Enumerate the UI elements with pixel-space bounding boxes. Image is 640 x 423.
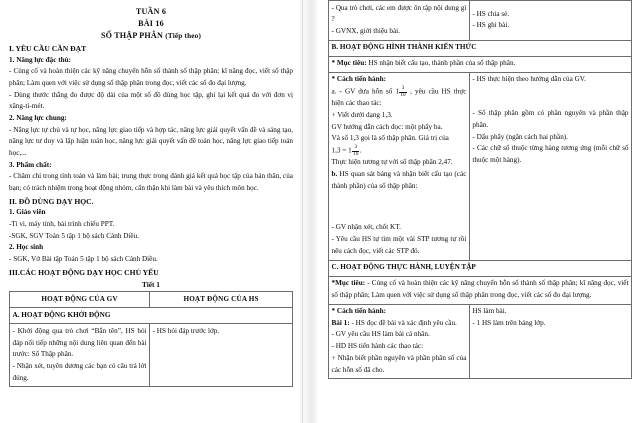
column-header-gv: HOẠT ĐỘNG CỦA GV <box>10 292 150 308</box>
section-i-heading: I. YÊU CẦU CẦN ĐẠT <box>9 44 87 53</box>
fraction-equation: $\frac{3}{10}$ <box>353 144 359 157</box>
activity-c-hs-cell <box>469 304 631 379</box>
lesson-title-main: SỐ THẬP PHÂN <box>100 31 164 40</box>
activity-b-gv-cell <box>329 72 470 260</box>
lesson-title-suffix: (Tiếp theo) <box>165 32 202 40</box>
step-b-line <box>332 169 467 192</box>
fraction-a: $\frac{3}{10}$ <box>400 85 406 98</box>
table-band-row-b <box>329 40 632 56</box>
activity-band-b: B. HOẠT ĐỘNG HÌNH THÀNH KIẾN THỨC <box>329 40 632 56</box>
activity-c-gv-cell <box>329 304 470 379</box>
activity-a-gv-cell <box>10 324 150 387</box>
mixed-number-equation <box>352 144 360 157</box>
continuation-hs-line-2: - HS ghi bài. <box>472 21 510 30</box>
activity-a-hs-line-1: - HS hỏi đáp trước lớp. <box>152 326 220 335</box>
activity-a-hs-cell <box>150 324 293 387</box>
student-bullet-1: - SGK, Vở Bài tập Toán 5 tập 1 bộ sách Cánh Diều. <box>9 254 158 263</box>
mixed-number-a <box>399 85 407 98</box>
page-left <box>0 0 300 423</box>
step-c-line-1: - GV nhận xét, chốt KT. <box>331 223 401 232</box>
continuation-hs-cell <box>469 1 631 41</box>
table-row <box>329 304 632 379</box>
subsection-2-bullet-1: - Năng lực tự chủ và tự học, năng lực giao tiếp và hợp tác, năng lực giải quyết vấn đề và sáng tạo, năng lực tư duy và lập luận toán học, năng lực giải quyết vấn đề toán học, năng lực giao tiếp toán học,... <box>9 125 293 157</box>
activity-b-goal-text: HS nhận biết cấu tạo, thành phần của số thập phân. <box>366 59 516 68</box>
subsection-1-heading: 1. Năng lực đặc thù: <box>9 55 72 64</box>
activity-a-gv-line-1: - Khởi động qua trò chơi “Bắn tên”, HS hỏi đáp nối tiếp những nội dung liên quan đến bài trước: Số Thập phân. <box>12 326 147 359</box>
exercise-1-label: Bài 1: <box>331 318 350 327</box>
equation-suffix: . <box>359 146 362 155</box>
method-label-c: * Cách tiến hành: <box>331 307 387 316</box>
column-header-hs: HOẠT ĐỘNG CỦA HS <box>150 292 293 308</box>
activity-b-goal-cell <box>329 56 632 72</box>
exercise-1-line <box>332 318 467 330</box>
activity-table-left <box>9 291 293 387</box>
activity-table-right <box>328 0 632 379</box>
page-right <box>318 0 640 423</box>
activity-b-goal-label: * Mục tiêu: <box>331 59 367 68</box>
step-a-line-3: Và số 1,3 gọi là số thập phân. Giá trị của <box>331 134 449 143</box>
teacher-bullet-1: -Ti vi, máy tính, bài trình chiếu PPT. <box>9 219 115 228</box>
activity-b-hs-cell <box>469 72 631 260</box>
step-a-line-4: Thực hiện tương tự với số thập phân 2,47. <box>331 158 453 167</box>
method-label-b: * Cách tiến hành: <box>331 75 387 84</box>
continuation-gv-line-1: - Qua trò chơi, các em được ôn tập nội dung gì ? <box>331 3 467 24</box>
continuation-gv-cell <box>329 1 470 41</box>
continuation-gv-line-2: - GVNX, giới thiệu bài. <box>331 26 400 35</box>
table-row <box>10 324 293 387</box>
exercise-1-bullet-2: - HD HS tiến hành các thao tác: <box>331 342 424 351</box>
table-band-row-c <box>329 260 632 276</box>
step-a-line-1: + Viết dưới dạng 1,3. <box>331 111 393 119</box>
table-band-row-a <box>10 308 293 324</box>
subsection-3-heading: 3. Phẩm chất: <box>9 160 52 169</box>
step-a-intro <box>332 86 467 110</box>
step-a-equation <box>332 145 467 157</box>
step-b-label: b. <box>331 170 338 178</box>
lesson-number: BÀI 16 <box>138 19 164 28</box>
activity-c-goal-text: - Củng cố và hoàn thiện các kỹ năng chuyển hỗn số thành số thập phân; kĩ năng đọc, viết số thập phân; Làm quen với việc sử dụng số thập phân trong đọc, viết các số đo đại lượng. <box>331 279 629 299</box>
step-c-line-2: - Yêu cầu HS tự tìm một vài STP tương tự rồi nêu cách đọc, viết các STP đó. <box>331 235 467 255</box>
activity-c-goal <box>332 278 629 301</box>
step-a-suffix: , yêu cầu HS thực hiện các thao tác: <box>331 87 467 108</box>
period-label: Tiết 1 <box>142 280 160 290</box>
activity-c-hs-line-2: - 1 HS làm trên bảng lớp. <box>472 318 546 327</box>
week-title: TUẦN 6 <box>135 7 167 16</box>
activity-a-gv-line-2: - Nhận xét, tuyên dương các bạn có câu trả lời đúng. <box>12 361 147 382</box>
student-heading: 2. Học sinh <box>9 243 44 252</box>
activity-band-c: C. HOẠT ĐỘNG THỰC HÀNH, LUYỆN TẬP <box>329 260 632 276</box>
table-row <box>329 1 632 41</box>
section-ii-heading: II. ĐỒ DÙNG DẠY HỌC. <box>9 196 94 206</box>
activity-b-goal <box>332 58 629 70</box>
continuation-hs-line-1: - HS chia sẻ. <box>472 9 510 18</box>
section-iii-heading: III.CÁC HOẠT ĐỘNG DẠY HỌC CHỦ YẾU <box>9 267 159 277</box>
step-a-prefix: a. - GV đưa hỗn số 1 <box>331 87 399 96</box>
activity-band-a: A. HOẠT ĐỘNG KHỞI ĐỘNG <box>10 308 293 324</box>
subsection-1-bullet-2: - Dùng thước thẳng đo được độ dài của một số đồ dùng học tập, ghi lại kết quả đo với đơn vị xăng-ti-mét. <box>9 90 293 111</box>
activity-c-goal-label: *Mục tiêu: <box>331 279 366 288</box>
teacher-bullet-2: -SGK, SGV Toán 5 tập 1 bộ sách Cánh Diều. <box>9 231 139 240</box>
activity-b-hs-line-4: - Các chữ số thuộc từng hàng tương ứng (mỗi chữ số thuộc một hàng). <box>472 144 629 164</box>
table-goal-row-c <box>329 276 632 304</box>
activity-b-hs-line-3: - Dấu phẩy (ngăn cách hai phần). <box>472 132 568 141</box>
activity-c-goal-cell <box>329 276 632 304</box>
subsection-2-heading: 2. Năng lực chung: <box>9 114 67 122</box>
table-header-row <box>10 292 293 308</box>
activity-b-hs-line-2: - Số thập phân gồm có phần nguyên và phần thập phân. <box>472 109 629 129</box>
activity-c-hs-line-1: HS làm bài. <box>472 307 507 316</box>
equation-prefix: 1,3 = 1 <box>331 146 352 155</box>
lesson-title <box>9 30 293 42</box>
subsection-3-bullet-1: - Chăm chỉ trong tính toán và làm bài; trung thực trong đánh giá kết quả học tập của bản thân, của bạn; có trách nhiệm trong hoạt động nhóm, cẩn thận khi làm bài và yêu thích môn học. <box>9 172 293 192</box>
exercise-1-text: - HS đọc đề bài và xác định yêu cầu. <box>349 318 457 327</box>
table-goal-row-b <box>329 56 632 72</box>
exercise-1-bullet-3: + Nhận biết phần nguyên và phần phân số của các hỗn số đã cho. <box>331 353 467 374</box>
teacher-heading: 1. Giáo viên <box>9 208 46 217</box>
activity-b-hs-line-1: - HS thực hiện theo hướng dẫn của GV. <box>472 75 586 84</box>
exercise-1-bullet-1: - GV yêu cầu HS làm bài cá nhân. <box>331 330 430 339</box>
step-b-text: HS quan sát bảng và nhận biết cấu tạo (các thành phần) của số thập phân: <box>331 170 467 190</box>
step-a-line-2: GV hướng dẫn cách đọc: một phẩy ba. <box>331 122 443 131</box>
table-row <box>329 72 632 260</box>
subsection-1-bullet-1: - Củng cố và hoàn thiện các kỹ năng chuyển hỗn số thành số thập phân; kĩ năng đọc, viết số thập phân; Làm quen với việc sử dụng số thập phân trong đọc, viết các số đo đại lượng. <box>9 67 293 87</box>
